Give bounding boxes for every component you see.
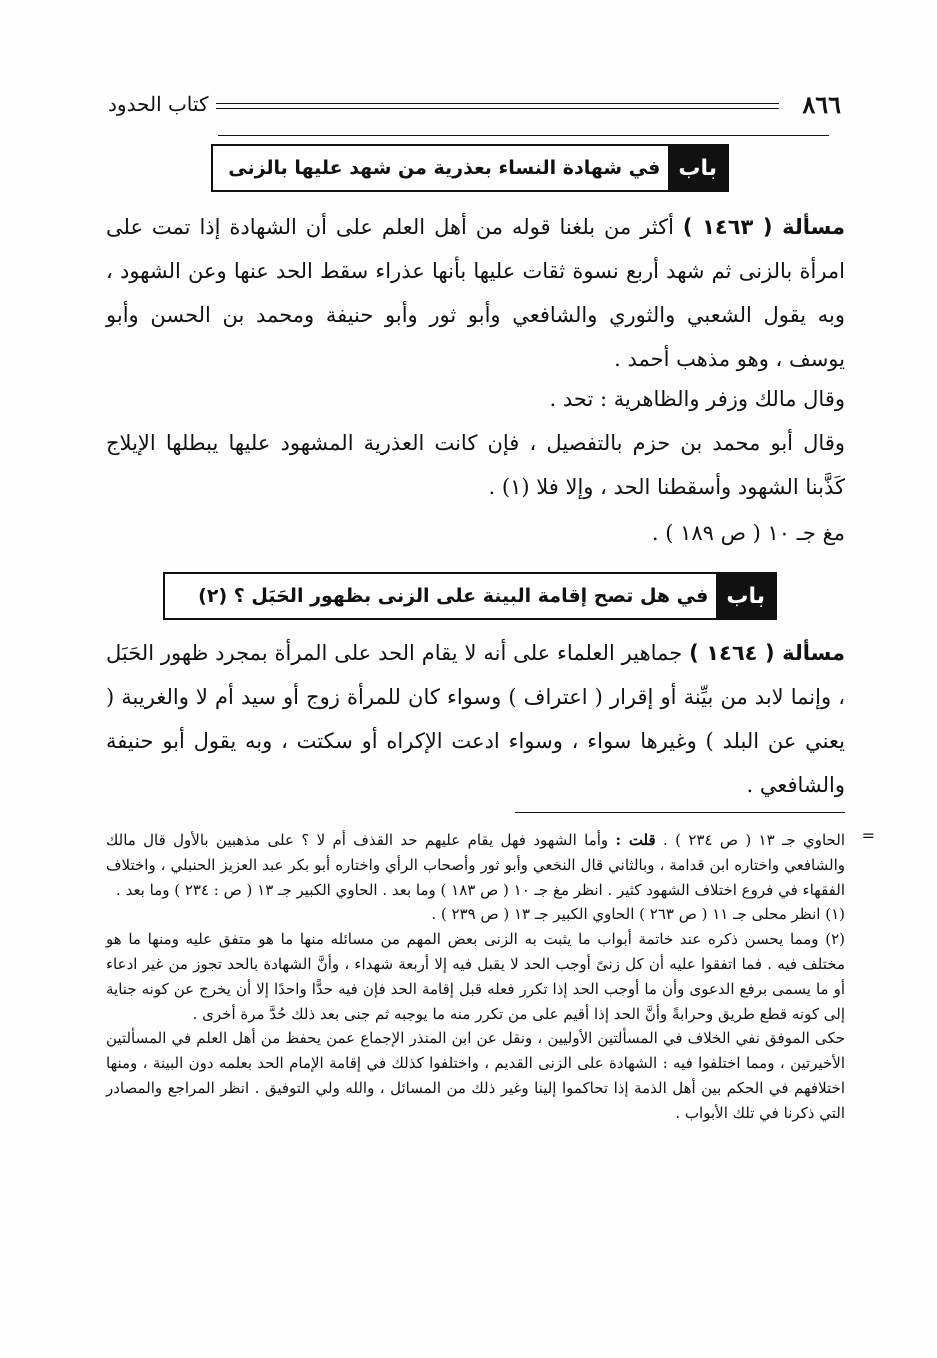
chapter-title: في هل تصح إقامة البينة على الزنى بظهور الحَبَل ؟ (٢) (198, 585, 709, 607)
footnote-continuation (106, 828, 845, 902)
issue-number: مسألة ( ١٤٦٣ ) (682, 215, 845, 239)
chapter-top-rule (218, 135, 829, 136)
footnote-continuation-mark: = (861, 826, 875, 845)
running-header (108, 88, 841, 122)
chapter-heading-2 (163, 572, 777, 620)
footnotes (106, 828, 845, 1126)
footnote-1: (١) انظر محلى جـ ١١ ( ص ٢٦٣ ) الحاوي الكبير جـ ١٣ ( ص ٢٣٩ ) . (431, 905, 845, 924)
footnote-2: (٢) ومما يحسن ذكره عند خاتمة أبواب ما يثبت به الزنى بعض المهم من مسائله منها ما هو متفق عليه ومنها ما هو مختلف فيه . فما اتفقوا عليه أن كل زنىً أوجب الحد لا يقبل فيه إلا أربعة شهداء ، وأنَّ الشهادة بالحد تجوز من غير ادعاء أو ما يسمى برفع الدعوى وأن ما أوجب الحد إذا تكرر فعله قبل إقامة الحد فإن فيه حدًّا واحدًا إلا أن يخرج عن كونه جناية إلى كونه قطع طريق وحرابةً وأنَّ الحد إذا أقيم على من تكرر منه ما يوجبه ثم جنى بعد ذلك حُدَّ مرة أخرى . (106, 930, 845, 1023)
footnote-text: وأما الشهود فهل يقام عليهم حد القذف أم لا ؟ على مذهبين بالأول قال مالك والشافعي واختاره ابن قدامة ، وبالثاني قال النخعي وأبو ثور وأصحاب الرأي واختاره أبو بكر عبد العزيز الحنبلي ، واختلاف الفقهاء في فروع اختلاف الشهود كثير . انظر مغ جـ ١٠ ( ص ١٨٣ ) وما بعد . الحاوي الكبير جـ ١٣ ( ص : ٢٣٤ ) وما بعد . (106, 831, 845, 899)
malik-opinion: وقال مالك وزفر والظاهرية : تحد . (549, 387, 845, 411)
chapter-title: في شهادة النساء بعذرية من شهد عليها بالزنى (228, 157, 661, 179)
ibn-hazm-opinion: وقال أبو محمد بن حزم بالتفصيل ، فإن كانت العذرية المشهود عليها يبطلها الإيلاج كَذَّبنا الشهود وأسقطنا الحد ، وإلا فلا (١) . (106, 431, 845, 499)
issue-paragraph (106, 205, 845, 381)
page-number: ٨٦٦ (802, 90, 841, 119)
chapter-label: باب (668, 146, 727, 190)
issue-number: مسألة ( ١٤٦٤ ) (689, 641, 845, 665)
footnote-emphasis: قلت : (615, 831, 656, 849)
footnote-text: الحاوي جـ ١٣ ( ص ٢٣٤ ) . (663, 831, 845, 849)
footnote-separator (515, 812, 845, 813)
chapter-label: باب (716, 574, 775, 618)
header-double-rule (216, 103, 779, 109)
source-reference: مغ جـ ١٠ ( ص ١٨٩ ) . (651, 521, 845, 545)
chapter-heading-1 (211, 144, 729, 192)
footnote-2-continued: حكى الموفق نفي الخلاف في المسألتين الأوليين ، ونقل عن ابن المنذر الإجماع عمن يحفظ من أهل العلم في المسألتين الأخيرتين ، ومما اختلفوا فيه : الشهادة على الزنى القديم ، واختلفوا كذلك في إقامة الإمام الحد بعلمه دون البينة ، ومنها اختلافهم في الحكم بين أهل الذمة إذا تحاكموا إلينا وغير ذلك من المسائل ، والله ولي التوفيق . انظر المراجع والمصادر التي ذكرنا في تلك الأبواب . (106, 1029, 845, 1122)
issue-text: جماهير العلماء على أنه لا يقام الحد على المرأة بمجرد ظهور الحَبَل ، وإنما لابد من بيِّنة أو إقرار ( اعتراف ) وسواء كان للمرأة زوج أو سيد أم لا والغريبة ( يعني عن البلد ) وغيرها سواء ، وسواء ادعت الإكراه أو سكتت ، وبه يقول أبو حنيفة والشافعي . (106, 641, 845, 797)
book-title: كتاب الحدود (108, 92, 209, 116)
issue-paragraph (106, 631, 845, 807)
issue-text: أكثر من بلغنا قوله من أهل العلم على أن الشهادة إذا تمت على امرأة بالزنى ثم شهد أربع نسوة ثقات عليها بأنها عذراء سقط الحد عنها وعن الشهود ، وبه يقول الشعبي والثوري والشافعي وأبو ثور وأبو حنيفة ومحمد بن الحسن وأبو يوسف ، وهو مذهب أحمد . (106, 215, 845, 371)
